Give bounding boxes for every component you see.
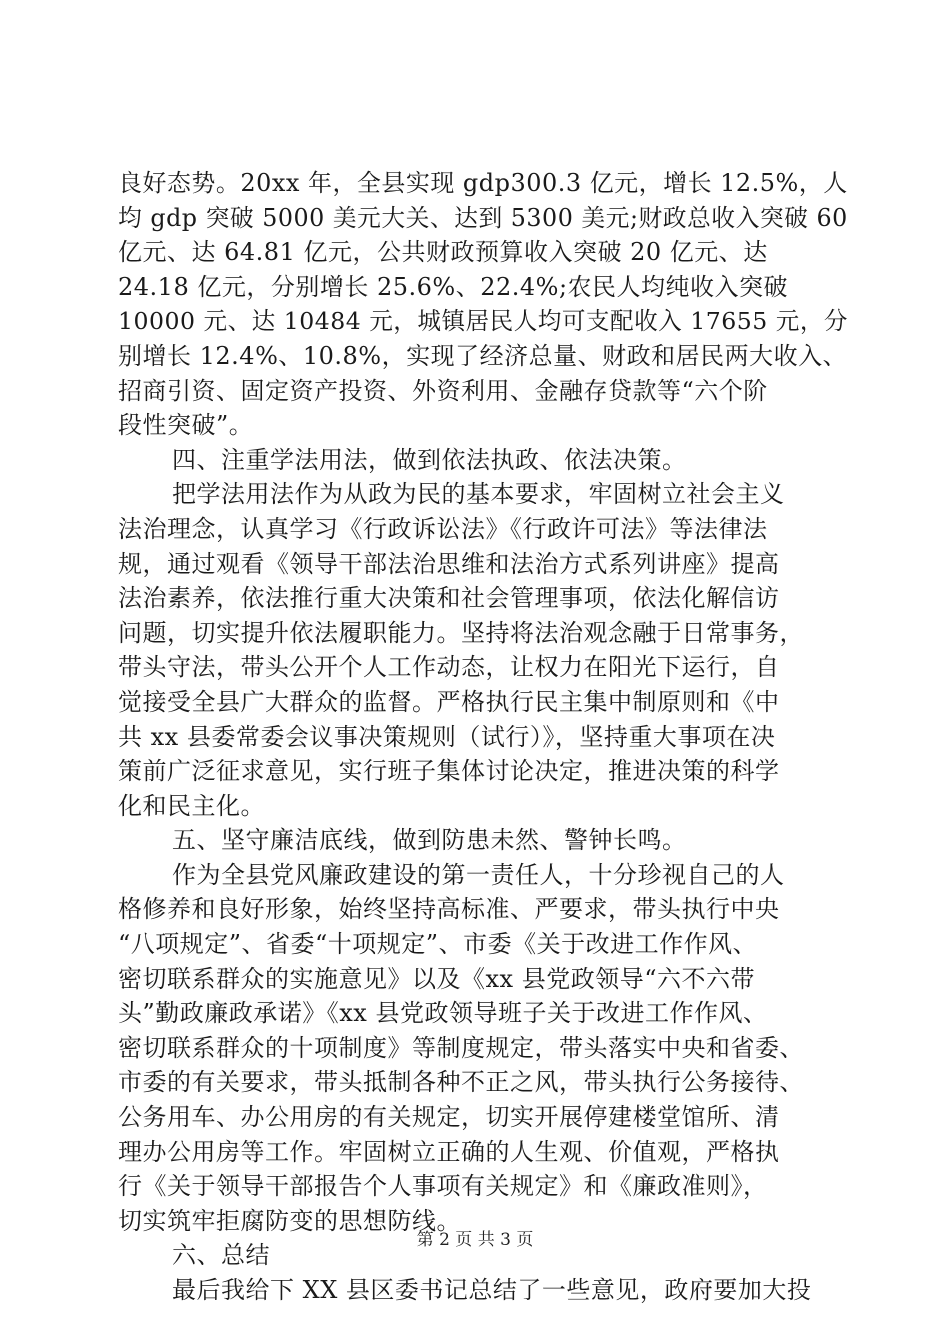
text-line: 规，通过观看《领导干部法治思维和法治方式系列讲座》提高 (118, 549, 780, 578)
text-line: 良好态势。20xx 年，全县实现 gdp300.3 亿元，增长 12.5%，人 (118, 169, 848, 197)
text-line: 问题，切实提升依法履职能力。坚持将法治观念融于日常事务， (118, 618, 804, 647)
text-line: 公务用车、办公用房的有关规定，切实开展停建楼堂馆所、清 (118, 1103, 780, 1132)
text-line: 作为全县党风廉政建设的第一责任人，十分珍视自己的人 (172, 860, 785, 889)
text-line: 招商引资、固定资产投资、外资利用、金融存贷款等“六个阶 (118, 376, 768, 405)
text-line: 亿元、达 64.81 亿元，公共财政预算收入突破 20 亿元、达 (118, 238, 768, 267)
text-line: 密切联系群众的十项制度》等制度规定，带头落实中央和省委、 (118, 1033, 804, 1062)
text-line: 别增长 12.4%、10.8%，实现了经济总量、财政和居民两大收入、 (118, 341, 848, 370)
section-heading: 五、坚守廉洁底线，做到防患未然、警钟长鸣。 (172, 826, 687, 855)
page-footer: 第 2 页 共 3 页 (416, 1230, 534, 1250)
text-line: 10000 元、达 10484 元，城镇居民人均可支配收入 17655 元，分 (118, 307, 848, 336)
text-line: 24.18 亿元，分别增长 25.6%、22.4%;农民人均纯收入突破 (118, 272, 789, 301)
text-line: 行《关于领导干部报告个人事项有关规定》和《廉政准则》， (118, 1172, 768, 1201)
text-line: “八项规定”、省委“十项规定”、市委《关于改进工作作风、 (118, 930, 758, 959)
text-line: 段性突破”。 (118, 411, 254, 440)
section-heading: 四、注重学法用法，做到依法执政、依法决策。 (172, 445, 687, 474)
text-line: 最后我给下 XX 县区委书记总结了一些意见，政府要加大投 (172, 1276, 812, 1304)
text-line: 头”勤政廉政承诺》《xx 县党政领导班子关于改进工作作风、 (118, 999, 768, 1028)
text-line: 法治理念，认真学习《行政诉讼法》《行政许可法》等法律法 (118, 514, 768, 543)
text-line: 市委的有关要求，带头抵制各种不正之风，带头执行公务接待、 (118, 1068, 804, 1097)
text-line: 密切联系群众的实施意见》以及《xx 县党政领导“六不六带 (118, 964, 755, 993)
section-heading: 六、总结 (172, 1241, 270, 1270)
text-line: 共 xx 县委常委会议事决策规则（试行）》，坚持重大事项在决 (118, 722, 776, 751)
text-line: 理办公用房等工作。牢固树立正确的人生观、价值观，严格执 (118, 1137, 780, 1166)
text-line: 化和民主化。 (118, 791, 265, 820)
text-line: 带头守法，带头公开个人工作动态，让权力在阳光下运行，自 (118, 653, 780, 682)
text-line: 法治素养，依法推行重大决策和社会管理事项，依法化解信访 (118, 584, 780, 613)
text-line: 格修养和良好形象，始终坚持高标准、严要求，带头执行中央 (118, 895, 780, 924)
text-line: 均 gdp 突破 5000 美元大关、达到 5300 美元;财政总收入突破 60 (118, 203, 848, 232)
document-body (118, 166, 848, 1308)
text-line: 把学法用法作为从政为民的基本要求，牢固树立社会主义 (172, 480, 785, 509)
text-line: 觉接受全县广大群众的监督。严格执行民主集中制原则和《中 (118, 687, 780, 716)
text-line: 策前广泛征求意见，实行班子集体讨论决定，推进决策的科学 (118, 757, 780, 786)
text-line: 切实筑牢拒腐防变的思想防线。 (118, 1206, 461, 1235)
